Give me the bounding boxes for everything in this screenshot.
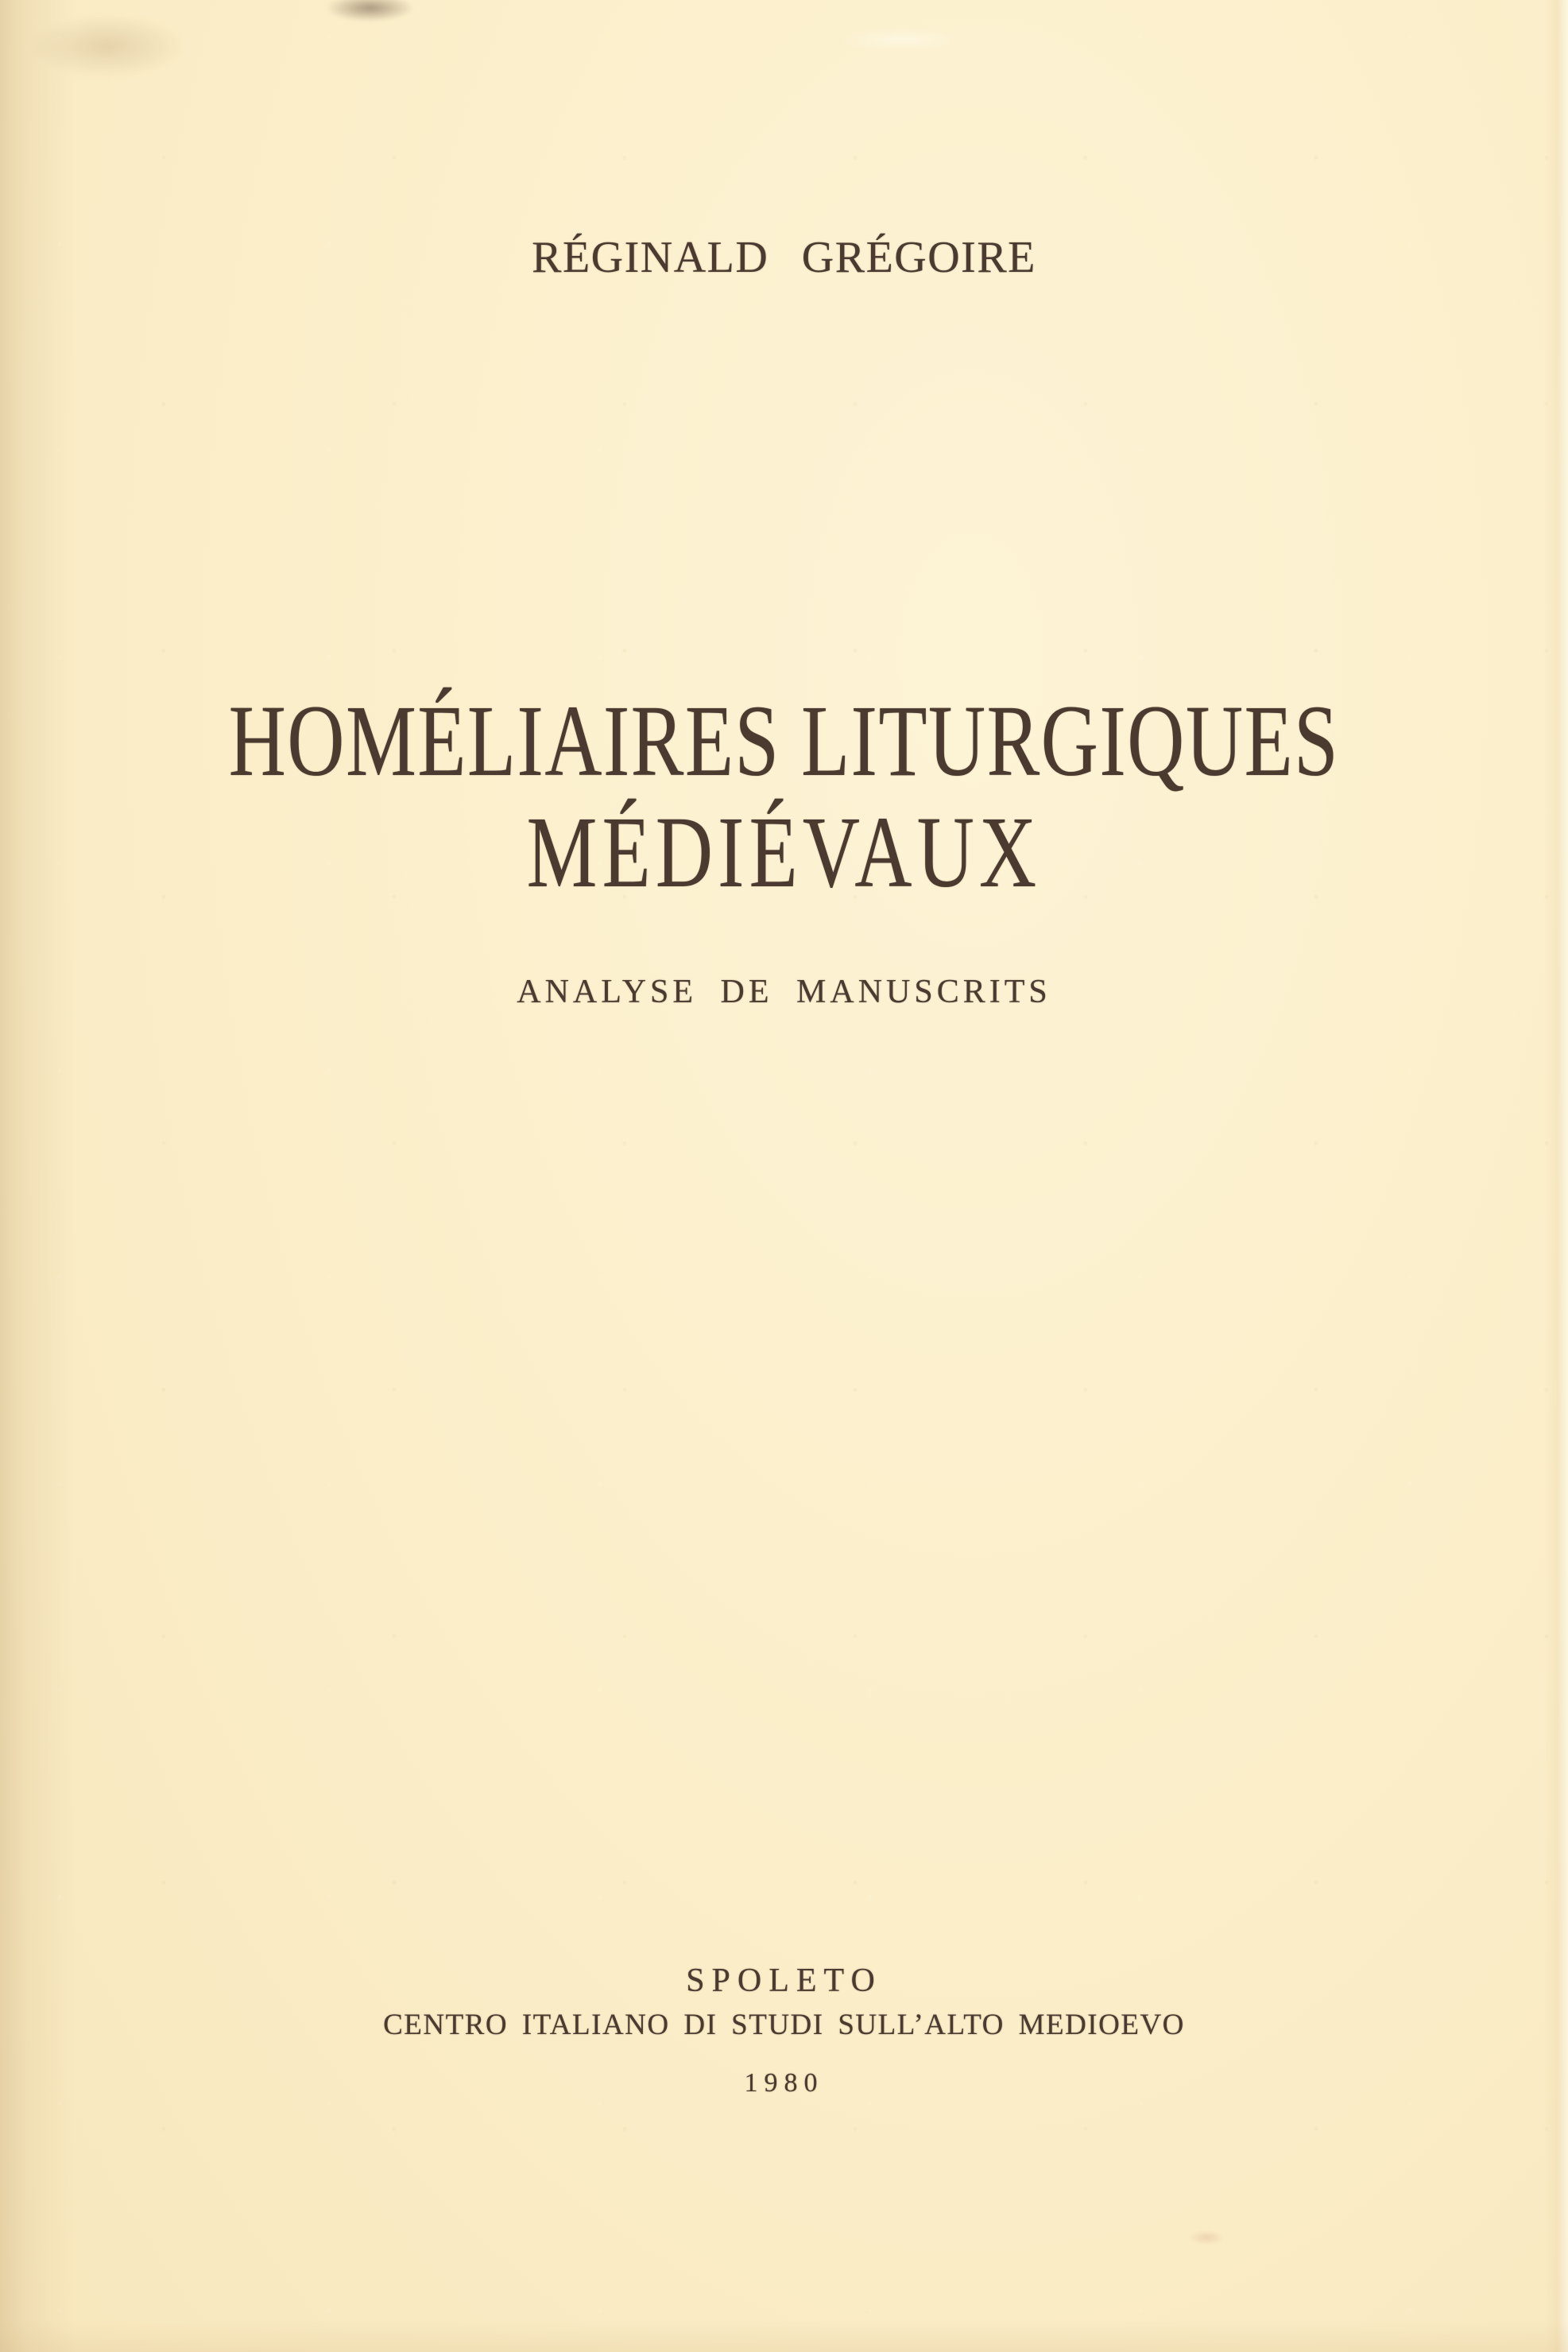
page-bottom-edge-shadow: [0, 2320, 1568, 2352]
book-title: [172, 685, 1396, 908]
imprint-publisher: CENTRO ITALIANO DI STUDI SULL’ALTO MEDIOEVO: [383, 2009, 1185, 2041]
subtitle: ANALYSE DE MANUSCRITS: [517, 974, 1051, 1010]
paper-smudge: [324, 0, 416, 22]
title-line-2: MÉDIÉVAUX: [526, 796, 1042, 909]
imprint-place: SPOLETO: [686, 1963, 882, 1999]
imprint-year: 1980: [744, 2068, 824, 2098]
title-line-1: HOMÉLIAIRES LITURGIQUES: [228, 684, 1340, 797]
paper-smudge: [28, 14, 187, 78]
paper-smudge: [838, 28, 966, 52]
author-name: RÉGINALD GRÉGOIRE: [532, 233, 1036, 282]
paper-smudge: [1189, 2230, 1224, 2245]
